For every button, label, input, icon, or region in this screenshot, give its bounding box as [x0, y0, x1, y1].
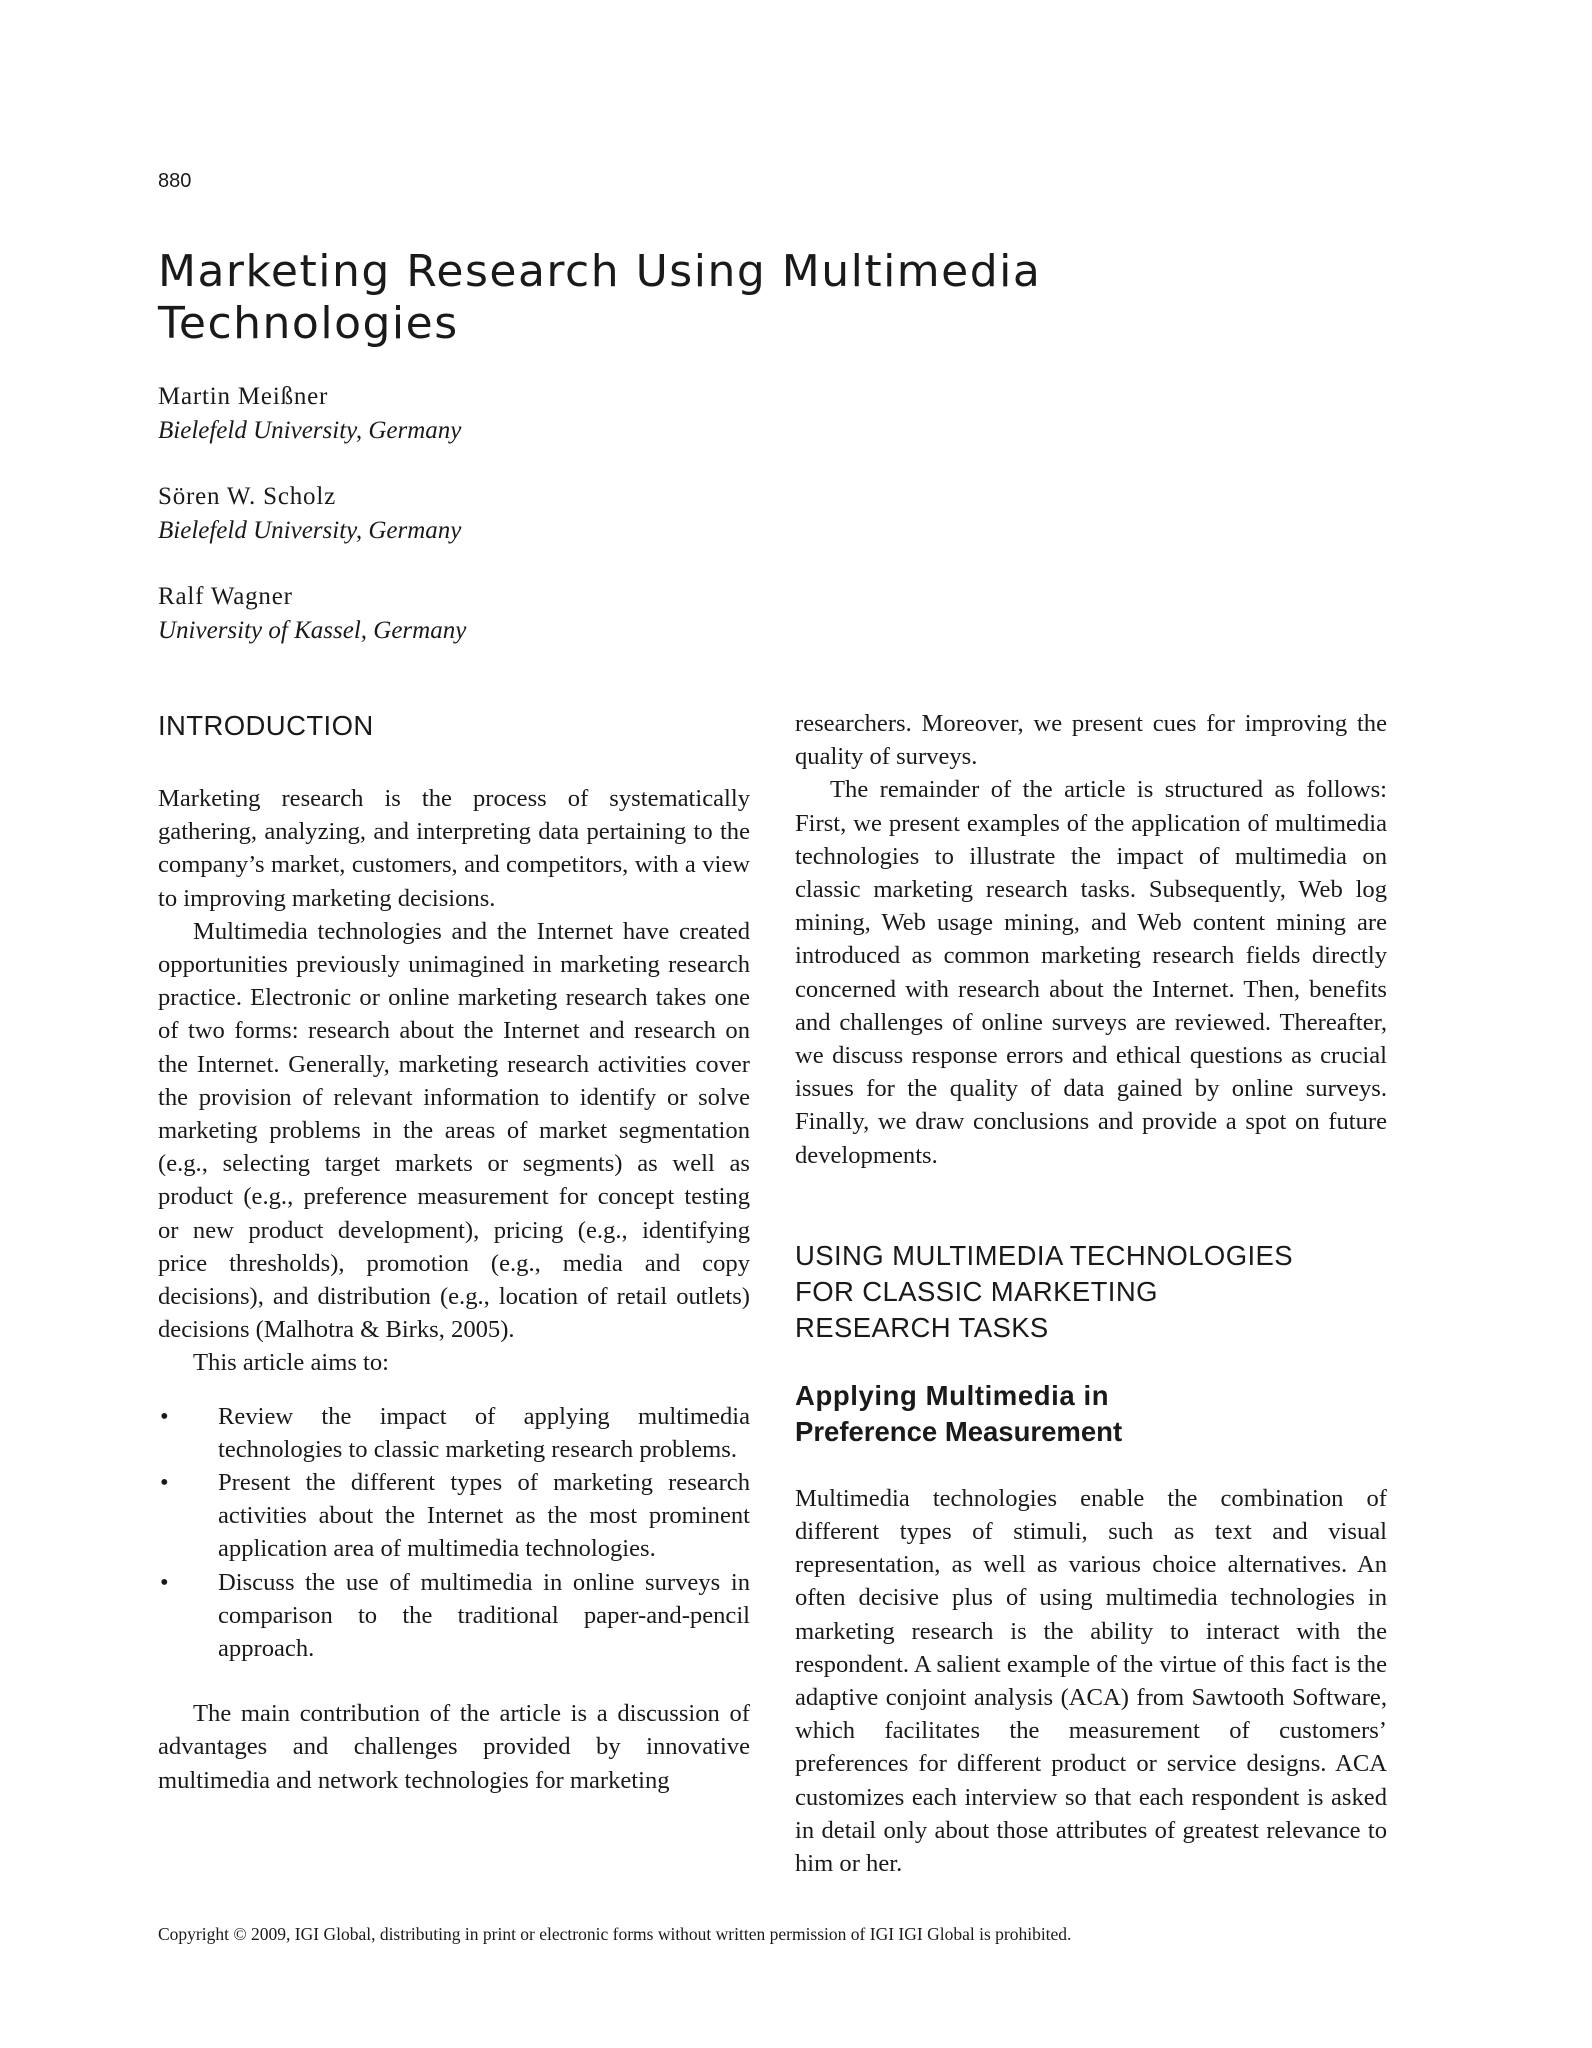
author-block: [158, 480, 466, 548]
intro-paragraph-5: The remainder of the article is structured as follows: First, we present examples of the application of multimedia technologies to illustrate the impact of multimedia on classic marketing research tasks. Subsequently, Web log mining, Web usage mining, and Web content mining are introduced as common marketing research fields directly concerned with research about the Internet. Then, benefits and challenges of online surveys are reviewed. Thereafter, we discuss response errors and ethical questions as crucial issues for the quality of data gained by online surveys. Finally, we draw conclusions and provide a spot on future developments.: [795, 776, 1387, 1169]
list-item-text: Discuss the use of multimedia in online surveys in comparison to the traditional paper-and-pencil approach.: [218, 1568, 750, 1663]
aims-list: [158, 1400, 750, 1666]
author-block: [158, 580, 466, 648]
section-heading-line: USING MULTIMEDIA TECHNOLOGIES: [795, 1239, 1294, 1271]
section-heading: [795, 1238, 1387, 1346]
intro-paragraph-2: Multimedia technologies and the Internet have created opportunities previously unimagined in marketing research practice. Electronic or online marketing research takes one of two forms: research about the Internet and research on the Internet. Generally, marketing research activities cover the provision of relevant information to identify or solve marketing problems in the areas of market segmentation (e.g., selecting target markets or segments) as well as product (e.g., preference measurement for concept testing or new product development), pricing (e.g., identifying price thresholds), promotion (e.g., media and copy decisions), and distribution (e.g., location of retail outlets) decisions (Malhotra & Birks, 2005).: [158, 917, 750, 1344]
bullet-mark: •: [160, 1568, 169, 1596]
subsection-heading-line: Applying Multimedia in: [795, 1379, 1110, 1411]
copyright-footer: Copyright © 2009, IGI Global, distributing in print or electronic forms without written permission of IGI IGI Global is prohibited.: [158, 1924, 1072, 1944]
author-list: [158, 380, 466, 680]
bullet-mark: •: [160, 1402, 169, 1430]
intro-paragraph-4-continued: researchers. Moreover, we present cues for improving the quality of surveys.: [795, 710, 1387, 771]
intro-paragraph-1: Marketing research is the process of systematically gathering, analyzing, and interpreting data pertaining to the company’s market, customers, and competitors, with a view to improving marketing decisions.: [158, 785, 750, 912]
page-number: 880: [158, 170, 192, 192]
author-name: Sören W. Scholz: [158, 483, 336, 510]
right-column: [795, 707, 1387, 1880]
intro-paragraph-3: This article aims to:: [193, 1349, 390, 1377]
author-name: Ralf Wagner: [158, 583, 293, 610]
author-affiliation: Bielefeld University, Germany: [158, 417, 462, 444]
author-affiliation: University of Kassel, Germany: [158, 617, 467, 644]
author-affiliation: Bielefeld University, Germany: [158, 517, 462, 544]
article-title: Marketing Research Using Multimedia Technologies: [158, 246, 1042, 349]
list-item-text: Present the different types of marketing research activities about the Internet as the most prominent application area of multimedia technologies.: [218, 1469, 750, 1563]
left-column: [158, 708, 750, 1797]
introduction-heading: INTRODUCTION: [158, 710, 374, 741]
subsection-heading-line: Preference Measurement: [795, 1415, 1123, 1447]
section-heading-line: FOR CLASSIC MARKETING: [795, 1275, 1158, 1307]
section-paragraph-1: Multimedia technologies enable the combination of different types of stimuli, such as text and visual representation, as well as various choice alternatives. An often decisive plus of using multimedia technologies in marketing research is the ability to interact with the respondent. A salient example of the virtue of this fact is the adaptive conjoint analysis (ACA) from Sawtooth Software, which facilitates the measurement of customers’ preferences for different product or service designs. ACA customizes each interview so that each respondent is asked in detail only about those attributes of greatest relevance to him or her.: [795, 1484, 1387, 1878]
author-block: [158, 380, 466, 448]
section-heading-line: RESEARCH TASKS: [795, 1311, 1049, 1343]
list-item: [158, 1566, 750, 1666]
author-name: Martin Meißner: [158, 383, 329, 410]
subsection-heading: [795, 1378, 1387, 1450]
list-item-text: Review the impact of applying multimedia technologies to classic marketing research problems.: [218, 1402, 750, 1463]
list-item: [158, 1466, 750, 1566]
list-item: [158, 1400, 750, 1466]
intro-paragraph-4: The main contribution of the article is a discussion of advantages and challenges provided by innovative multimedia and network technologies for marketing: [158, 1700, 750, 1794]
bullet-mark: •: [160, 1469, 169, 1497]
